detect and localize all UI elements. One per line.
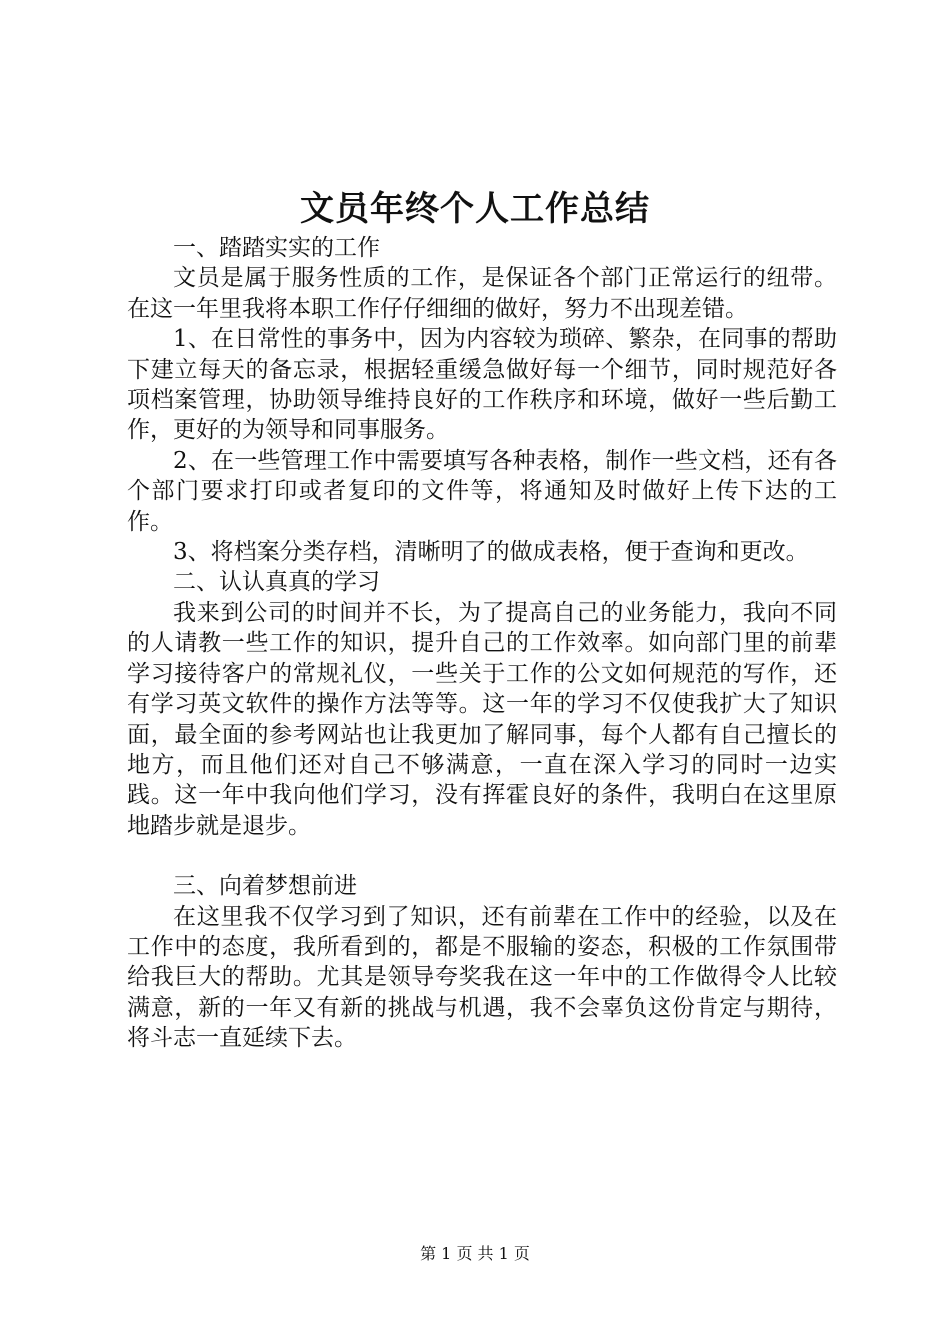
section-dream [127,871,837,1053]
section-study [127,567,837,841]
paragraph-dream: 在这里我不仅学习到了知识，还有前辈在工作中的经验，以及在工作中的态度，我所看到的，都是不服输的姿态，积极的工作氛围带给我巨大的帮助。尤其是领导夸奖我在这一年中的工作做得令人比较满意，新的一年又有新的挑战与机遇，我不会辜负这份肯定与期待，将斗志一直延续下去。 [127,903,837,1052]
paragraph-work-item-1: 1、在日常性的事务中，因为内容较为琐碎、繁杂，在同事的帮助下建立每天的备忘录，根据轻重缓急做好每一个细节，同时规范好各项档案管理，协助领导维持良好的工作秩序和环境，做好一些后勤工作，更好的为领导和同事服务。 [127,326,837,444]
section-heading-work: 一、踏踏实实的工作 [173,235,380,261]
paragraph-work-item-2: 2、在一些管理工作中需要填写各种表格，制作一些文档，还有各个部门要求打印或者复印的文件等，将通知及时做好上传下达的工作。 [127,447,837,535]
document-title: 文员年终个人工作总结 [300,189,650,229]
paragraph-work-intro: 文员是属于服务性质的工作，是保证各个部门正常运行的纽带。在这一年里我将本职工作仔仔细细的做好，努力不出现差错。 [127,265,837,322]
page-footer: 第 1 页 共 1 页 [420,1244,530,1263]
document-body [127,233,837,1054]
paragraph-spacer [127,841,837,871]
section-heading-study: 二、认认真真的学习 [173,569,380,596]
paragraph-work-item-3: 3、将档案分类存档，清晰明了的做成表格，便于查询和更改。 [173,539,809,566]
paragraph-study: 我来到公司的时间并不长，为了提高自己的业务能力，我向不同的人请教一些工作的知识，提升自己的工作效率。如向部门里的前辈学习接待客户的常规礼仪，一些关于工作的公文如何规范的写作，还有学习英文软件的操作方法等等。这一年的学习不仅使我扩大了知识面，最全面的参考网站也让我更加了解同事，每个人都有自己擅长的地方，而且他们还对自己不够满意，一直在深入学习的同时一边实践。这一年中我向他们学习，没有挥霍良好的条件，我明白在这里原地踏步就是退步。 [127,599,837,839]
section-work [127,233,837,567]
section-heading-dream: 三、向着梦想前进 [173,873,357,900]
